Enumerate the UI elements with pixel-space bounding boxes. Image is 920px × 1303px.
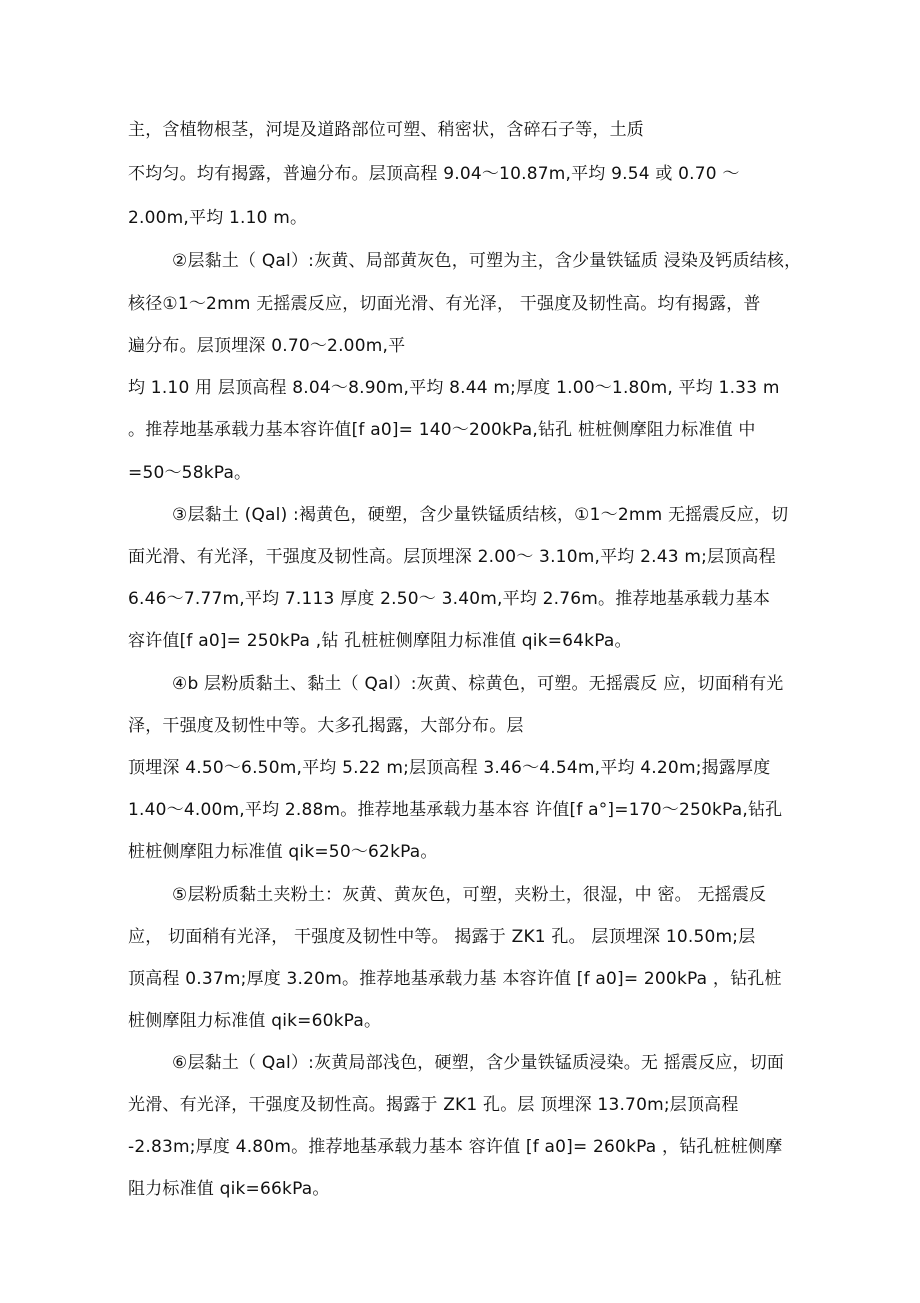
text-line: 核径①1～2mm 无摇震反应，切面光滑、有光泽， 干强度及韧性高。均有揭露，普 — [128, 294, 761, 314]
text-line: 。推荐地基承载力基本容许值[f a0]= 140～200kPa,钻孔 桩桩侧摩阻力标准值 中 — [128, 420, 756, 440]
text-line: 2.00m,平均 1.10 m。 — [128, 208, 308, 228]
text-line: =50～58kPa。 — [128, 463, 252, 483]
text-line: ③层黏土 (Qal) :褐黄色，硬塑，含少量铁锰质结核，①1～2mm 无摇震反应，切 — [172, 505, 789, 525]
text-line: 主，含植物根茎，河堤及道路部位可塑、稍密状，含碎石子等，土质 — [128, 120, 644, 140]
text-line: 桩桩侧摩阻力标准值 qik=50～62kPa。 — [128, 842, 438, 862]
text-line: 光滑、有光泽，干强度及韧性高。揭露于 ZK1 孔。层 顶埋深 13.70m;层顶高程 — [128, 1095, 739, 1115]
text-line: ④b 层粉质黏土、黏土（ Qal）:灰黄、棕黄色，可塑。无摇震反 应，切面稍有光 — [172, 674, 784, 694]
text-line: 均 1.10 用 层顶高程 8.04～8.90m,平均 8.44 m;厚度 1.00～1.80m, 平均 1.33 m — [128, 378, 780, 398]
text-line: 1.40～4.00m,平均 2.88m。推荐地基承载力基本容 许值[f a°]=170～250kPa,钻孔 — [128, 800, 783, 820]
text-line: 桩侧摩阻力标准值 qik=60kPa。 — [128, 1011, 382, 1031]
text-line: 泽，干强度及韧性中等。大多孔揭露，大部分布。层 — [128, 716, 524, 736]
text-line: 遍分布。层顶埋深 0.70～2.00m,平 — [128, 336, 406, 356]
text-line: ⑥层黏土（ Qal）:灰黄局部浅色，硬塑，含少量铁锰质浸染。无 摇震反应，切面 — [172, 1053, 785, 1073]
text-line: 顶埋深 4.50～6.50m,平均 5.22 m;层顶高程 3.46～4.54m,平均 4.20m;揭露厚度 — [128, 758, 771, 778]
text-line: 容许值[f a0]= 250kPa ,钻 孔桩桩侧摩阻力标准值 qik=64kPa。 — [128, 631, 632, 651]
text-line: 不均匀。均有揭露，普遍分布。层顶高程 9.04～10.87m,平均 9.54 或 0.70 ～ — [128, 164, 740, 184]
text-line: 顶高程 0.37m;厚度 3.20m。推荐地基承载力基 本容许值 [f a0]= 200kPa ，钻孔桩 — [128, 969, 782, 989]
text-line: -2.83m;厚度 4.80m。推荐地基承载力基本 容许值 [f a0]= 260kPa ，钻孔桩桩侧摩 — [128, 1137, 783, 1157]
text-line: ②层黏土（ Qal）:灰黄、局部黄灰色，可塑为主，含少量铁锰质 浸染及钙质结核， — [172, 251, 802, 271]
text-line: 应， 切面稍有光泽， 干强度及韧性中等。 揭露于 ZK1 孔。 层顶埋深 10.50m;层 — [128, 927, 756, 947]
text-line: 阻力标准值 qik=66kPa。 — [128, 1179, 330, 1199]
text-line: 6.46～7.77m,平均 7.113 厚度 2.50～ 3.40m,平均 2.76m。推荐地基承载力基本 — [128, 589, 771, 609]
text-line: 面光滑、有光泽，干强度及韧性高。层顶埋深 2.00～ 3.10m,平均 2.43 m;层顶高程 — [128, 547, 776, 567]
text-line: ⑤层粉质黏土夹粉土：灰黄、黄灰色，可塑，夹粉土，很湿，中 密。 无摇震反 — [172, 885, 767, 905]
